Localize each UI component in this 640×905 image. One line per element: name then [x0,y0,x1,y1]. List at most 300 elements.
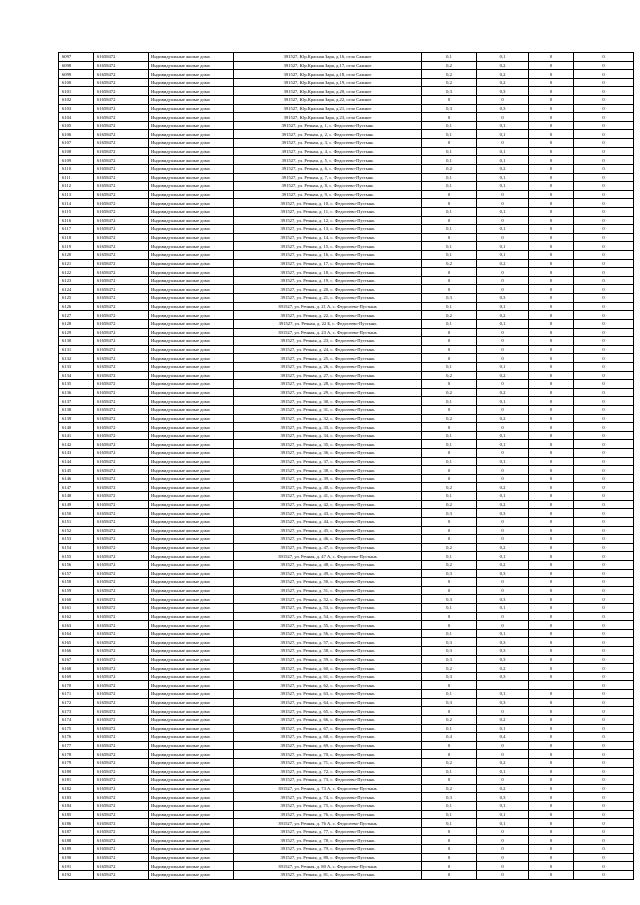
value-cell-4: 0 [574,345,634,354]
value-cell-1: 0,3 [422,672,477,681]
oktmo-code-cell: 61658472 [94,302,149,311]
value-cell-2: 0,1 [477,604,529,613]
value-cell-2: 0,1 [477,819,529,828]
oktmo-code-cell: 61658472 [94,621,149,630]
value-cell-2: 0,3 [477,569,529,578]
building-type-cell: Индивидуальные жилые дома [149,182,234,191]
oktmo-code-cell: 61658472 [94,431,149,440]
table-row [59,182,634,191]
building-type-cell: Индивидуальные жилые дома [149,492,234,501]
value-cell-1: 0 [422,423,477,432]
value-cell-2: 0 [477,741,529,750]
address-cell: 391527, ул. Речная, д. 68, с. Федосеево-Пустынь [234,733,422,742]
value-cell-3: 0 [529,233,574,242]
table-body [59,53,634,880]
building-type-cell: Индивидуальные жилые дома [149,535,234,544]
row-number-cell: 6148 [59,492,94,501]
building-type-cell: Индивидуальные жилые дома [149,509,234,518]
value-cell-4: 0 [574,423,634,432]
address-cell: 391527, ул. Речная, д. 56, с. Федосеево-Пустынь [234,629,422,638]
row-number-cell: 6161 [59,604,94,613]
value-cell-2: 0 [477,96,529,105]
building-type-cell: Индивидуальные жилые дома [149,586,234,595]
building-type-cell: Индивидуальные жилые дома [149,96,234,105]
address-cell: 391527, ул. Речная, д. 41, с. Федосеево-Пустынь [234,492,422,501]
table-row [59,259,634,268]
building-type-cell: Индивидуальные жилые дома [149,827,234,836]
value-cell-1: 0,3 [422,647,477,656]
table-row [59,139,634,148]
value-cell-1: 0,3 [422,104,477,113]
value-cell-3: 0 [529,328,574,337]
row-number-cell: 6176 [59,733,94,742]
row-number-cell: 6183 [59,793,94,802]
value-cell-4: 0 [574,509,634,518]
value-cell-4: 0 [574,750,634,759]
value-cell-3: 0 [529,96,574,105]
value-cell-3: 0 [529,862,574,871]
table-row [59,337,634,346]
value-cell-4: 0 [574,87,634,96]
value-cell-2: 0,2 [477,500,529,509]
value-cell-3: 0 [529,793,574,802]
address-cell: 391527, ул. Речная, д. 21 А, с. Федосеево-Пустынь [234,302,422,311]
building-type-cell: Индивидуальные жилые дома [149,233,234,242]
building-type-cell: Индивидуальные жилые дома [149,845,234,854]
value-cell-1: 0,3 [422,793,477,802]
value-cell-1: 0,2 [422,483,477,492]
value-cell-1: 0 [422,827,477,836]
oktmo-code-cell: 61658472 [94,440,149,449]
address-cell: 391527, ул. Речная, д. 17, с. Федосеево-Пустынь [234,259,422,268]
value-cell-1: 0,3 [422,698,477,707]
value-cell-1: 0,2 [422,371,477,380]
value-cell-2: 0,1 [477,724,529,733]
row-number-cell: 6164 [59,629,94,638]
value-cell-1: 0,1 [422,629,477,638]
value-cell-3: 0 [529,104,574,113]
building-type-cell: Индивидуальные жилые дома [149,164,234,173]
oktmo-code-cell: 61658472 [94,371,149,380]
oktmo-code-cell: 61658472 [94,397,149,406]
value-cell-3: 0 [529,672,574,681]
building-type-cell: Индивидуальные жилые дома [149,595,234,604]
value-cell-1: 0,2 [422,311,477,320]
oktmo-code-cell: 61658472 [94,526,149,535]
table-row [59,173,634,182]
oktmo-code-cell: 61658472 [94,827,149,836]
row-number-cell: 6165 [59,638,94,647]
value-cell-3: 0 [529,397,574,406]
value-cell-1: 0,1 [422,242,477,251]
value-cell-2: 0,1 [477,629,529,638]
value-cell-3: 0 [529,552,574,561]
table-row [59,793,634,802]
value-cell-3: 0 [529,251,574,260]
row-number-cell: 6188 [59,836,94,845]
value-cell-2: 0,2 [477,61,529,70]
value-cell-1: 0 [422,836,477,845]
value-cell-4: 0 [574,853,634,862]
address-cell: 391527, ул. Речная, д. 76, с. Федосеево-Пустынь [234,810,422,819]
value-cell-4: 0 [574,328,634,337]
value-cell-2: 0,1 [477,251,529,260]
table-row [59,354,634,363]
table-row [59,431,634,440]
table-row [59,681,634,690]
value-cell-2: 0 [477,466,529,475]
value-cell-1: 0,3 [422,294,477,303]
table-row [59,578,634,587]
building-type-cell: Индивидуальные жилые дома [149,139,234,148]
building-type-cell: Индивидуальные жилые дома [149,810,234,819]
table-row [59,96,634,105]
value-cell-1: 0,3 [422,655,477,664]
building-type-cell: Индивидуальные жилые дома [149,207,234,216]
value-cell-2: 0 [477,449,529,458]
value-cell-3: 0 [529,819,574,828]
oktmo-code-cell: 61658472 [94,853,149,862]
oktmo-code-cell: 61658472 [94,182,149,191]
row-number-cell: 6185 [59,810,94,819]
address-cell: 391527, ул. Речная, д. 75, с. Федосеево-Пустынь [234,802,422,811]
table-row [59,156,634,165]
table-row [59,664,634,673]
value-cell-3: 0 [529,139,574,148]
oktmo-code-cell: 61658472 [94,319,149,328]
address-cell: 391527, ул. Речная, д. 65, с. Федосеево-Пустынь [234,707,422,716]
value-cell-1: 0,1 [422,552,477,561]
value-cell-2: 0,1 [477,156,529,165]
value-cell-3: 0 [529,311,574,320]
value-cell-1: 0,1 [422,225,477,234]
value-cell-2: 0,2 [477,715,529,724]
building-type-cell: Индивидуальные жилые дома [149,285,234,294]
value-cell-2: 0 [477,870,529,879]
building-type-cell: Индивидуальные жилые дома [149,758,234,767]
building-type-cell: Индивидуальные жилые дома [149,517,234,526]
value-cell-4: 0 [574,285,634,294]
value-cell-4: 0 [574,621,634,630]
table-row [59,474,634,483]
row-number-cell: 6105 [59,121,94,130]
address-cell: 391527, Юр.Красная Заря, д.22, село Сажное [234,96,422,105]
value-cell-1: 0 [422,96,477,105]
table-row [59,733,634,742]
row-number-cell: 6108 [59,147,94,156]
table-row [59,78,634,87]
building-type-cell: Индивидуальные жилые дома [149,543,234,552]
value-cell-4: 0 [574,474,634,483]
building-type-cell: Индивидуальные жилые дома [149,750,234,759]
row-number-cell: 6155 [59,552,94,561]
value-cell-1: 0,3 [422,638,477,647]
value-cell-1: 0 [422,328,477,337]
value-cell-2: 0,2 [477,259,529,268]
value-cell-2: 0 [477,853,529,862]
oktmo-code-cell: 61658472 [94,388,149,397]
value-cell-4: 0 [574,302,634,311]
value-cell-1: 0,3 [422,87,477,96]
value-cell-3: 0 [529,190,574,199]
value-cell-3: 0 [529,612,574,621]
value-cell-1: 0 [422,268,477,277]
building-type-cell: Индивидуальные жилые дома [149,362,234,371]
building-type-cell: Индивидуальные жилые дома [149,862,234,871]
oktmo-code-cell: 61658472 [94,741,149,750]
value-cell-4: 0 [574,388,634,397]
value-cell-2: 0,3 [477,647,529,656]
address-cell: 391527, ул. Речная, д. 1, с. Федосеево-Пустынь [234,121,422,130]
value-cell-4: 0 [574,242,634,251]
value-cell-2: 0,3 [477,104,529,113]
value-cell-4: 0 [574,638,634,647]
building-type-cell: Индивидуальные жилые дома [149,130,234,139]
value-cell-4: 0 [574,78,634,87]
address-cell: 391527, ул. Речная, д. 51, с. Федосеево-Пустынь [234,586,422,595]
value-cell-3: 0 [529,156,574,165]
row-number-cell: 6189 [59,845,94,854]
table-row [59,647,634,656]
building-type-cell: Индивидуальные жилые дома [149,552,234,561]
table-row [59,569,634,578]
oktmo-code-cell: 61658472 [94,500,149,509]
row-number-cell: 6113 [59,190,94,199]
oktmo-code-cell: 61658472 [94,845,149,854]
value-cell-4: 0 [574,449,634,458]
table-row [59,302,634,311]
table-row [59,750,634,759]
value-cell-2: 0,1 [477,362,529,371]
value-cell-3: 0 [529,87,574,96]
value-cell-1: 0 [422,139,477,148]
oktmo-code-cell: 61658472 [94,268,149,277]
value-cell-1: 0,1 [422,724,477,733]
value-cell-2: 0,1 [477,53,529,62]
table-row [59,698,634,707]
value-cell-1: 0,1 [422,182,477,191]
address-cell: 391527, ул. Речная, д. 69, с. Федосеево-Пустынь [234,741,422,750]
table-row [59,319,634,328]
value-cell-1: 0,3 [422,569,477,578]
table-row [59,164,634,173]
value-cell-3: 0 [529,526,574,535]
table-row [59,121,634,130]
value-cell-4: 0 [574,182,634,191]
value-cell-1: 0 [422,853,477,862]
address-cell: 391527, ул. Речная, д. 80, с. Федосеево-Пустынь [234,853,422,862]
building-type-cell: Индивидуальные жилые дома [149,302,234,311]
address-cell: 391527, Юр.Красная Заря, д.16, село Сажное [234,53,422,62]
value-cell-2: 0,2 [477,311,529,320]
table-row [59,285,634,294]
value-cell-2 [477,681,529,690]
value-cell-4: 0 [574,707,634,716]
oktmo-code-cell: 61658472 [94,130,149,139]
value-cell-1: 0,2 [422,70,477,79]
oktmo-code-cell: 61658472 [94,810,149,819]
address-cell: 391527, ул. Речная, д. 80 А, с. Федосеево-Пустынь [234,862,422,871]
value-cell-3: 0 [529,560,574,569]
value-cell-3: 0 [529,604,574,613]
value-cell-1: 0,1 [422,457,477,466]
table-row [59,655,634,664]
value-cell-3: 0 [529,474,574,483]
value-cell-3: 0 [529,319,574,328]
value-cell-2: 0 [477,276,529,285]
address-cell: 391527, ул. Речная, д. 26, с. Федосеево-Пустынь [234,362,422,371]
value-cell-4: 0 [574,483,634,492]
building-type-cell: Индивидуальные жилые дома [149,560,234,569]
value-cell-4: 0 [574,492,634,501]
value-cell-3: 0 [529,509,574,518]
oktmo-code-cell: 61658472 [94,207,149,216]
address-cell: 391527, ул. Речная, д. 21, с. Федосеево-Пустынь [234,294,422,303]
value-cell-2: 0 [477,423,529,432]
row-number-cell: 6178 [59,750,94,759]
row-number-cell: 6167 [59,655,94,664]
value-cell-2: 0 [477,535,529,544]
address-cell: 391527, ул. Речная, д. 50, с. Федосеево-Пустынь [234,578,422,587]
oktmo-code-cell: 61658472 [94,836,149,845]
value-cell-1: 0 [422,750,477,759]
value-cell-4: 0 [574,698,634,707]
value-cell-1: 0 [422,354,477,363]
value-cell-3: 0 [529,61,574,70]
value-cell-3: 0 [529,517,574,526]
row-number-cell: 6142 [59,440,94,449]
oktmo-code-cell: 61658472 [94,509,149,518]
value-cell-3: 0 [529,294,574,303]
value-cell-4: 0 [574,53,634,62]
row-number-cell: 6122 [59,268,94,277]
building-type-cell: Индивидуальные жилые дома [149,836,234,845]
address-cell: 391527, ул. Речная, д. 40, с. Федосеево-Пустынь [234,483,422,492]
building-type-cell: Индивидуальные жилые дома [149,328,234,337]
value-cell-4: 0 [574,810,634,819]
value-cell-1: 0 [422,216,477,225]
value-cell-4: 0 [574,543,634,552]
value-cell-1: 0,1 [422,492,477,501]
building-type-cell: Индивидуальные жилые дома [149,216,234,225]
oktmo-code-cell: 61658472 [94,715,149,724]
building-type-cell: Индивидуальные жилые дома [149,431,234,440]
row-number-cell: 6114 [59,199,94,208]
value-cell-1: 0,2 [422,61,477,70]
address-cell: 391527, ул. Речная, д. 76 А, с. Федосеево-Пустынь [234,819,422,828]
oktmo-code-cell: 61658472 [94,311,149,320]
value-cell-3: 0 [529,595,574,604]
value-cell-4: 0 [574,156,634,165]
value-cell-4: 0 [574,819,634,828]
row-number-cell: 6123 [59,276,94,285]
oktmo-code-cell: 61658472 [94,638,149,647]
row-number-cell: 6180 [59,767,94,776]
address-cell: 391527, ул. Речная, д. 23 А, с. Федосеево-Пустынь [234,328,422,337]
row-number-cell: 6120 [59,251,94,260]
building-type-cell: Индивидуальные жилые дома [149,354,234,363]
value-cell-1: 0,2 [422,414,477,423]
address-cell: 391527, ул. Речная, д. 81, с. Федосеево-Пустынь [234,870,422,879]
oktmo-code-cell: 61658472 [94,423,149,432]
row-number-cell: 6121 [59,259,94,268]
value-cell-3: 0 [529,259,574,268]
value-cell-1: 0 [422,612,477,621]
value-cell-4: 0 [574,70,634,79]
address-cell: 391527, ул. Речная, д. 11, с. Федосеево-Пустынь [234,207,422,216]
value-cell-1: 0 [422,285,477,294]
oktmo-code-cell: 61658472 [94,655,149,664]
address-cell: 391527, ул. Речная, д. 28, с. Федосеево-Пустынь [234,380,422,389]
row-number-cell: 6098 [59,61,94,70]
value-cell-4: 0 [574,207,634,216]
value-cell-2: 0,3 [477,87,529,96]
value-cell-2: 0 [477,354,529,363]
table-row [59,345,634,354]
value-cell-3: 0 [529,776,574,785]
building-type-cell: Индивидуальные жилые дома [149,604,234,613]
value-cell-2: 0 [477,750,529,759]
value-cell-1: 0,1 [422,121,477,130]
building-type-cell: Индивидуальные жилые дома [149,61,234,70]
table-row [59,388,634,397]
table-row [59,862,634,871]
table-row [59,147,634,156]
value-cell-4: 0 [574,147,634,156]
address-cell: 391527, ул. Речная, д. 13, с. Федосеево-Пустынь [234,225,422,234]
oktmo-code-cell: 61658472 [94,578,149,587]
value-cell-3: 0 [529,285,574,294]
building-type-cell: Индивидуальные жилые дома [149,345,234,354]
value-cell-1: 0 [422,405,477,414]
value-cell-1: 0,1 [422,302,477,311]
value-cell-2: 0,1 [477,130,529,139]
address-cell: 391527, ул. Речная, д. 64, с. Федосеево-Пустынь [234,698,422,707]
value-cell-2: 0,3 [477,698,529,707]
value-cell-1: 0 [422,707,477,716]
building-type-cell: Индивидуальные жилые дома [149,741,234,750]
oktmo-code-cell: 61658472 [94,543,149,552]
value-cell-4: 0 [574,655,634,664]
row-number-cell: 6138 [59,405,94,414]
oktmo-code-cell: 61658472 [94,87,149,96]
oktmo-code-cell: 61658472 [94,414,149,423]
value-cell-3: 0 [529,698,574,707]
row-number-cell: 6168 [59,664,94,673]
table-row [59,870,634,879]
table-row [59,104,634,113]
building-type-cell: Индивидуальные жилые дома [149,526,234,535]
value-cell-2: 0,3 [477,655,529,664]
building-type-cell: Индивидуальные жилые дома [149,319,234,328]
oktmo-code-cell: 61658472 [94,466,149,475]
value-cell-4: 0 [574,793,634,802]
value-cell-3: 0 [529,380,574,389]
building-type-cell: Индивидуальные жилые дома [149,802,234,811]
value-cell-2: 0,1 [477,319,529,328]
building-type-cell: Индивидуальные жилые дома [149,612,234,621]
building-type-cell: Индивидуальные жилые дома [149,173,234,182]
table-row [59,638,634,647]
value-cell-3: 0 [529,647,574,656]
value-cell-3: 0 [529,405,574,414]
address-cell: 391527, ул. Речная, д. 45, с. Федосеево-Пустынь [234,526,422,535]
oktmo-code-cell: 61658472 [94,251,149,260]
value-cell-2: 0 [477,474,529,483]
value-cell-4: 0 [574,784,634,793]
value-cell-4: 0 [574,827,634,836]
oktmo-code-cell: 61658472 [94,586,149,595]
